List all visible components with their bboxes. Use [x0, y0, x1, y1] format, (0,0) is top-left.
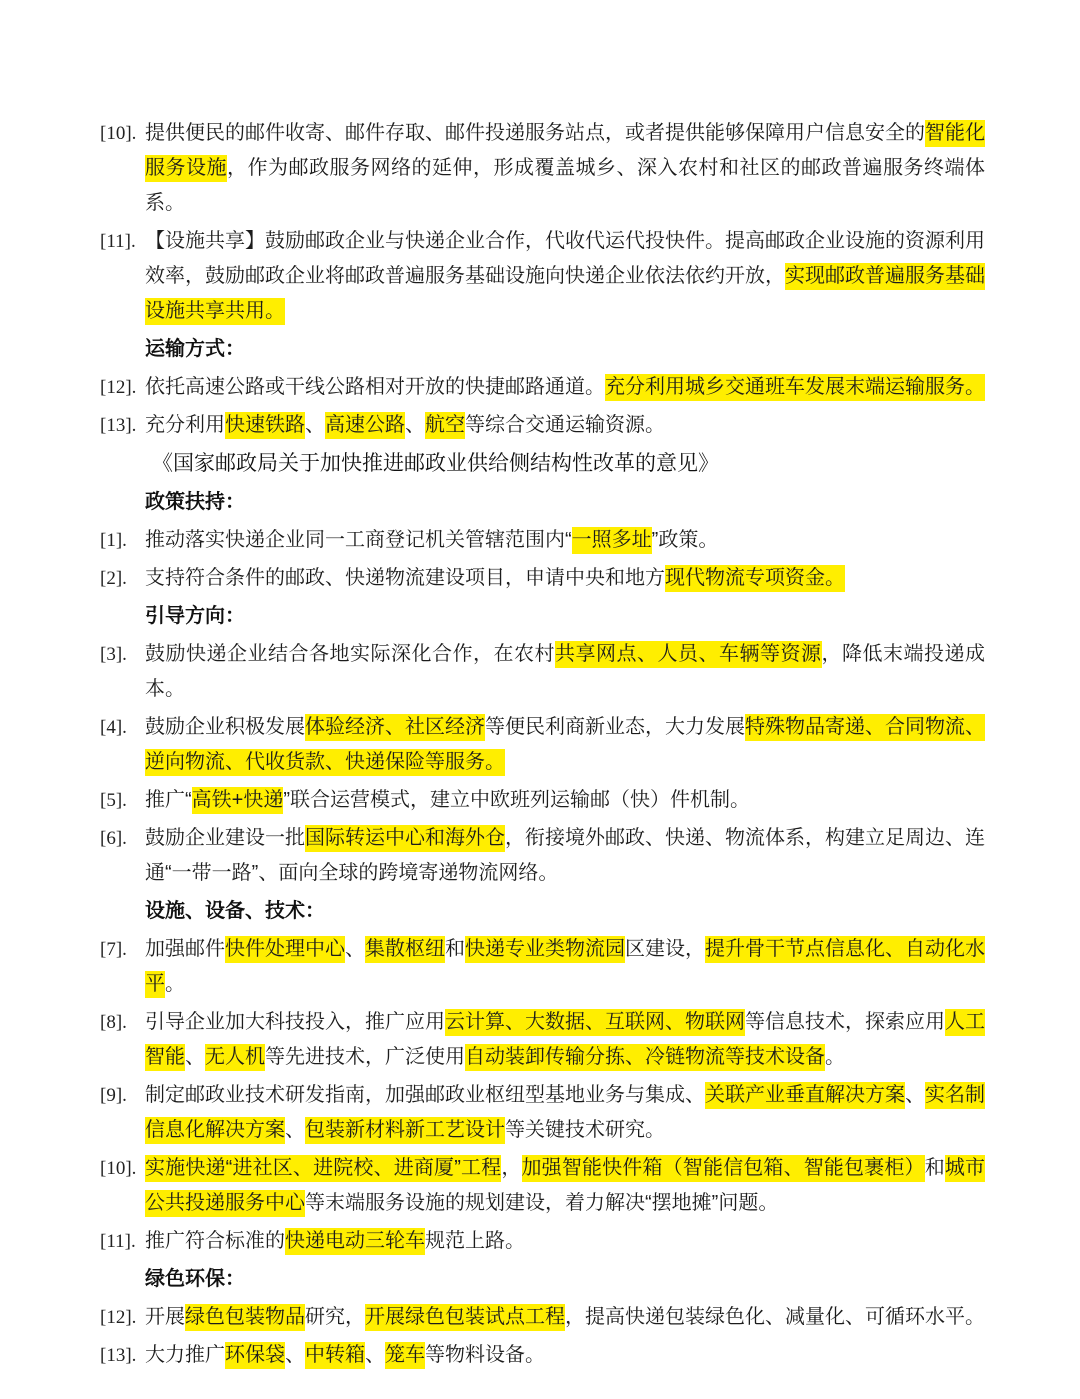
- plain-text: 和: [445, 938, 465, 960]
- item-label: [4].: [100, 717, 127, 738]
- highlighted-text: 城市公共投递服务中心: [145, 1155, 985, 1217]
- plain-text: ，作为邮政服务网络的延伸，形成覆盖城乡、深入农村和社区的邮政普遍服务终端体系。: [145, 157, 985, 214]
- plain-text: 规范上路。: [425, 1230, 525, 1252]
- item-label: [5].: [100, 790, 127, 811]
- highlighted-text: 快递电动三轮车: [285, 1228, 425, 1255]
- highlighted-text: 现代物流专项资金。: [665, 565, 845, 592]
- item-text: [145, 1304, 985, 1331]
- plain-text: 鼓励企业积极发展: [145, 716, 305, 738]
- highlighted-text: 云计算、大数据、互联网、物联网: [445, 1009, 745, 1036]
- item-text: [145, 230, 985, 325]
- section-heading: 引导方向：: [145, 605, 245, 627]
- plain-text: 等综合交通运输资源。: [465, 414, 665, 436]
- section-heading: 运输方式：: [145, 338, 245, 360]
- item-text: [145, 120, 985, 214]
- item-text: [145, 1342, 545, 1369]
- item-text: [145, 1228, 525, 1255]
- highlighted-text: 实施快递“进社区、进院校、进商厦”工程: [145, 1155, 501, 1182]
- highlighted-text: 充分利用城乡交通班车发展末端运输服务。: [605, 374, 985, 401]
- highlighted-text: 高铁+快递: [192, 787, 284, 814]
- list-item: [100, 783, 985, 818]
- item-label: [10].: [100, 123, 137, 144]
- item-text: [145, 641, 985, 700]
- highlighted-text: 一照多址: [572, 527, 652, 554]
- plain-text: 等关键技术研究。: [505, 1119, 665, 1141]
- list-item: [100, 370, 985, 405]
- plain-text: 提供便民的邮件收寄、邮件存取、邮件投递服务站点，或者提供能够保障用户信息安全的: [145, 122, 925, 144]
- list-item: [100, 1005, 985, 1075]
- plain-text: ”政策。: [651, 529, 719, 551]
- item-label: [8].: [100, 1012, 127, 1033]
- plain-text: 等便民利商新业态，大力发展: [485, 716, 745, 738]
- item-label: [9].: [100, 1085, 127, 1106]
- plain-text: 、: [285, 1119, 305, 1141]
- item-label: [1].: [100, 530, 127, 551]
- highlighted-text: 开展绿色包装试点工程: [365, 1304, 565, 1331]
- highlighted-text: 实现邮政普遍服务基础设施共享共用。: [145, 263, 985, 325]
- plain-text: 、: [405, 414, 425, 436]
- highlighted-text: 加强智能快件箱（智能信包箱、智能包裹柜）: [522, 1155, 925, 1182]
- item-text: [145, 1082, 985, 1144]
- plain-text: 、: [345, 938, 365, 960]
- plain-text: 依托高速公路或干线公路相对开放的快捷邮路通道。: [145, 376, 605, 398]
- plain-text: 鼓励企业建设一批: [145, 827, 305, 849]
- plain-text: 等物料设备。: [425, 1344, 545, 1366]
- plain-text: 研究，: [305, 1306, 365, 1328]
- list-item: [100, 561, 985, 596]
- highlighted-text: 人工智能: [145, 1009, 985, 1071]
- highlighted-text: 快速铁路: [225, 412, 305, 439]
- list-item: [100, 1338, 985, 1373]
- plain-text: 等先进技术，广泛使用: [265, 1046, 465, 1068]
- item-text: [145, 1155, 985, 1217]
- highlighted-text: 快递专业类物流园: [465, 936, 625, 963]
- highlighted-text: 航空: [425, 412, 465, 439]
- section-heading: 设施、设备、技术：: [145, 900, 325, 922]
- highlighted-text: 环保袋: [225, 1342, 285, 1369]
- plain-text: 推动落实快递企业同一工商登记机关管辖范围内“: [145, 529, 572, 551]
- list-item: [100, 710, 985, 780]
- document-title: 《国家邮政局关于加快推进邮政业供给侧结构性改革的意见》: [152, 451, 719, 475]
- item-label: [12].: [100, 377, 137, 398]
- item-text: [145, 374, 985, 401]
- item-text: [145, 787, 750, 814]
- item-text: [145, 527, 718, 554]
- plain-text: 区建设，: [625, 938, 705, 960]
- plain-text: 。: [825, 1046, 845, 1068]
- plain-text: 大力推广: [145, 1344, 225, 1366]
- list-item: [100, 821, 985, 891]
- plain-text: 加强邮件: [145, 938, 225, 960]
- plain-text: 【设施共享】鼓励邮政企业与快递企业合作，代收代运代投快件。提高邮政企业设施的资源利用效率，鼓励邮政企业将邮政普遍服务基础设施向快递企业依法依约开放，: [145, 230, 985, 287]
- highlighted-text: 共享网点、人员、车辆等资源: [555, 641, 822, 668]
- highlighted-text: 快件处理中心: [225, 936, 345, 963]
- plain-text: 充分利用: [145, 414, 225, 436]
- highlighted-text: 中转箱: [305, 1342, 365, 1369]
- item-label: [13].: [100, 415, 137, 436]
- highlighted-text: 无人机: [205, 1044, 265, 1071]
- item-label: [6].: [100, 828, 127, 849]
- section-heading: 政策扶持：: [145, 491, 245, 513]
- list-item: [100, 637, 985, 707]
- item-text: [145, 1009, 985, 1071]
- list-item: [100, 1151, 985, 1221]
- item-label: [11].: [100, 1231, 136, 1252]
- highlighted-text: 笼车: [385, 1342, 425, 1369]
- plain-text: 支持符合条件的邮政、快递物流建设项目，申请中央和地方: [145, 567, 665, 589]
- highlighted-text: 体验经济、社区经济: [305, 714, 485, 741]
- highlighted-text: 国际转运中心和海外仓: [305, 825, 505, 852]
- item-label: [3].: [100, 644, 127, 665]
- list-item: [100, 408, 985, 443]
- list-item: [100, 1300, 985, 1335]
- highlighted-text: 实名制信息化解决方案: [145, 1082, 985, 1144]
- list-item: [100, 116, 985, 221]
- plain-text: ，: [501, 1157, 522, 1179]
- highlighted-text: 绿色包装物品: [185, 1304, 305, 1331]
- plain-text: ，降低末端投递成本。: [145, 643, 985, 700]
- plain-text: 推广符合标准的: [145, 1230, 285, 1252]
- section-heading: 绿色环保：: [145, 1268, 245, 1290]
- list-item: [100, 932, 985, 1002]
- document-content: [100, 116, 985, 1373]
- highlighted-text: 特殊物品寄递、合同物流、逆向物流、代收货款、快递保险等服务。: [145, 714, 985, 776]
- plain-text: 开展: [145, 1306, 185, 1328]
- item-label: [2].: [100, 568, 127, 589]
- list-item: [100, 224, 985, 329]
- highlighted-text: 高速公路: [325, 412, 405, 439]
- plain-text: 。: [165, 973, 185, 995]
- plain-text: 等信息技术，探索应用: [745, 1011, 945, 1033]
- plain-text: 、: [185, 1046, 205, 1068]
- highlighted-text: 集散枢纽: [365, 936, 445, 963]
- highlighted-text: 自动装卸传输分拣、冷链物流等技术设备: [465, 1044, 825, 1071]
- list-item: [100, 1224, 985, 1259]
- list-item: [100, 1078, 985, 1148]
- highlighted-text: 智能化服务设施: [145, 120, 985, 182]
- item-text: [145, 412, 665, 439]
- plain-text: 制定邮政业技术研发指南，加强邮政业枢纽型基地业务与集成、: [145, 1084, 705, 1106]
- item-text: [145, 825, 985, 884]
- plain-text: 、: [305, 414, 325, 436]
- plain-text: 推广“: [145, 789, 192, 811]
- plain-text: 等末端服务设施的规划建设，着力解决“摆地摊”问题。: [305, 1192, 779, 1214]
- plain-text: 和: [924, 1157, 945, 1179]
- plain-text: 、: [365, 1344, 385, 1366]
- item-text: [145, 565, 845, 592]
- plain-text: ，提高快递包装绿色化、减量化、可循环水平。: [565, 1306, 985, 1328]
- item-text: [145, 714, 985, 776]
- plain-text: ”联合运营模式，建立中欧班列运输邮（快）件机制。: [283, 789, 751, 811]
- highlighted-text: 提升骨干节点信息化、自动化水平: [145, 936, 985, 998]
- highlighted-text: 关联产业垂直解决方案: [705, 1082, 905, 1109]
- item-label: [11].: [100, 231, 136, 252]
- item-label: [12].: [100, 1307, 137, 1328]
- item-text: [145, 936, 985, 998]
- item-label: [7].: [100, 939, 127, 960]
- highlighted-text: 包装新材料新工艺设计: [305, 1117, 505, 1144]
- plain-text: 引导企业加大科技投入，推广应用: [145, 1011, 445, 1033]
- plain-text: 、: [905, 1084, 925, 1106]
- plain-text: ，衔接境外邮政、快递、物流体系，构建立足周边、连通“一带一路”、面向全球的跨境寄递物流网络。: [145, 827, 985, 884]
- list-item: [100, 523, 985, 558]
- plain-text: 、: [285, 1344, 305, 1366]
- item-label: [10].: [100, 1158, 137, 1179]
- plain-text: 鼓励快递企业结合各地实际深化合作，在农村: [145, 643, 555, 665]
- item-label: [13].: [100, 1345, 137, 1366]
